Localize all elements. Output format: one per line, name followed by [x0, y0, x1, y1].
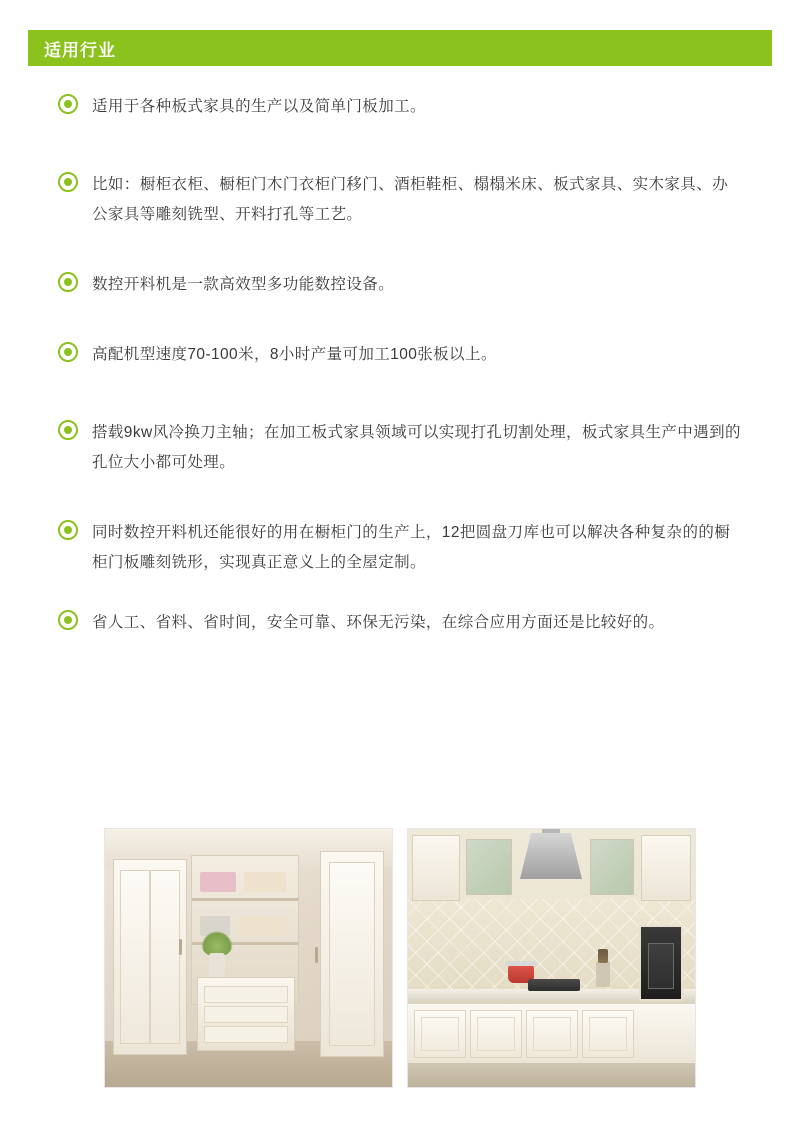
cabinet-handle — [179, 939, 182, 955]
bullet-dot-icon — [58, 94, 78, 114]
cabinet-door — [526, 1010, 578, 1058]
center-island-drawers — [197, 977, 295, 1051]
kitchen-photo-caption — [408, 829, 409, 830]
list-item-text: 高配机型速度70-100米，8小时产量可加工100张板以上。 — [92, 346, 497, 363]
drawer — [204, 1026, 288, 1043]
built-in-oven — [639, 925, 683, 1001]
cabinet-door — [470, 1010, 522, 1058]
list-item-text: 比如：橱柜衣柜、橱柜门木门衣柜门移门、酒柜鞋柜、榻榻米床、板式家具、实木家具、办公家具等雕刻铣型、开料打孔等工艺。 — [92, 176, 729, 223]
list-item — [58, 340, 748, 370]
list-item — [58, 608, 748, 638]
bullet-list — [58, 92, 748, 638]
cabinet-door — [414, 1010, 466, 1058]
bullet-dot-icon — [58, 172, 78, 192]
range-hood — [520, 833, 582, 879]
cabinet-door — [582, 1010, 634, 1058]
base-cabinet-run — [408, 1003, 695, 1065]
list-item — [58, 518, 748, 578]
list-item — [58, 418, 748, 478]
list-item — [58, 170, 748, 230]
list-item-text: 数控开料机是一款高效型多功能数控设备。 — [92, 276, 395, 293]
list-item — [58, 270, 748, 300]
page-title: 适用行业 — [44, 40, 116, 60]
storage-box — [200, 872, 236, 892]
drawer — [204, 1006, 288, 1023]
cabinet-handle — [315, 947, 318, 963]
bullet-dot-icon — [58, 610, 78, 630]
section-header-bar — [28, 30, 772, 66]
glass-cabinet-door — [466, 839, 512, 895]
upper-cabinet — [641, 835, 691, 901]
list-item-text: 同时数控开料机还能很好的用在橱柜门的生产上，12把圆盘刀库也可以解决各种复杂的的橱柜门板雕刻铣形，实现真正意义上的全屋定制。 — [92, 524, 731, 571]
list-item-text: 省人工、省料、省时间，安全可靠、环保无污染，在综合应用方面还是比较好的。 — [92, 614, 665, 631]
bullet-dot-icon — [58, 342, 78, 362]
image-gallery — [104, 828, 696, 1088]
utensil-holder — [596, 961, 610, 987]
bullet-dot-icon — [58, 272, 78, 292]
kitchen-photo — [407, 828, 696, 1088]
glass-cabinet-door — [590, 839, 634, 895]
shelf — [192, 898, 298, 901]
list-item-text: 搭载9kw风冷换刀主轴；在加工板式家具领域可以实现打孔切割处理，板式家具生产中遇到的孔位大小都可处理。 — [92, 424, 741, 471]
wardrobe-photo — [104, 828, 393, 1088]
bullet-dot-icon — [58, 520, 78, 540]
gas-stove — [528, 979, 580, 991]
upper-cabinet — [412, 835, 460, 901]
floor-area — [408, 1063, 695, 1087]
drawer — [204, 986, 288, 1003]
list-item-text: 适用于各种板式家具的生产以及简单门板加工。 — [92, 98, 426, 115]
list-item — [58, 92, 748, 122]
vase-decor — [209, 953, 225, 979]
bullet-dot-icon — [58, 420, 78, 440]
left-wardrobe-cabinet — [113, 859, 187, 1055]
storage-box — [244, 872, 286, 892]
storage-box — [238, 916, 286, 936]
right-wardrobe-cabinet — [320, 851, 384, 1057]
